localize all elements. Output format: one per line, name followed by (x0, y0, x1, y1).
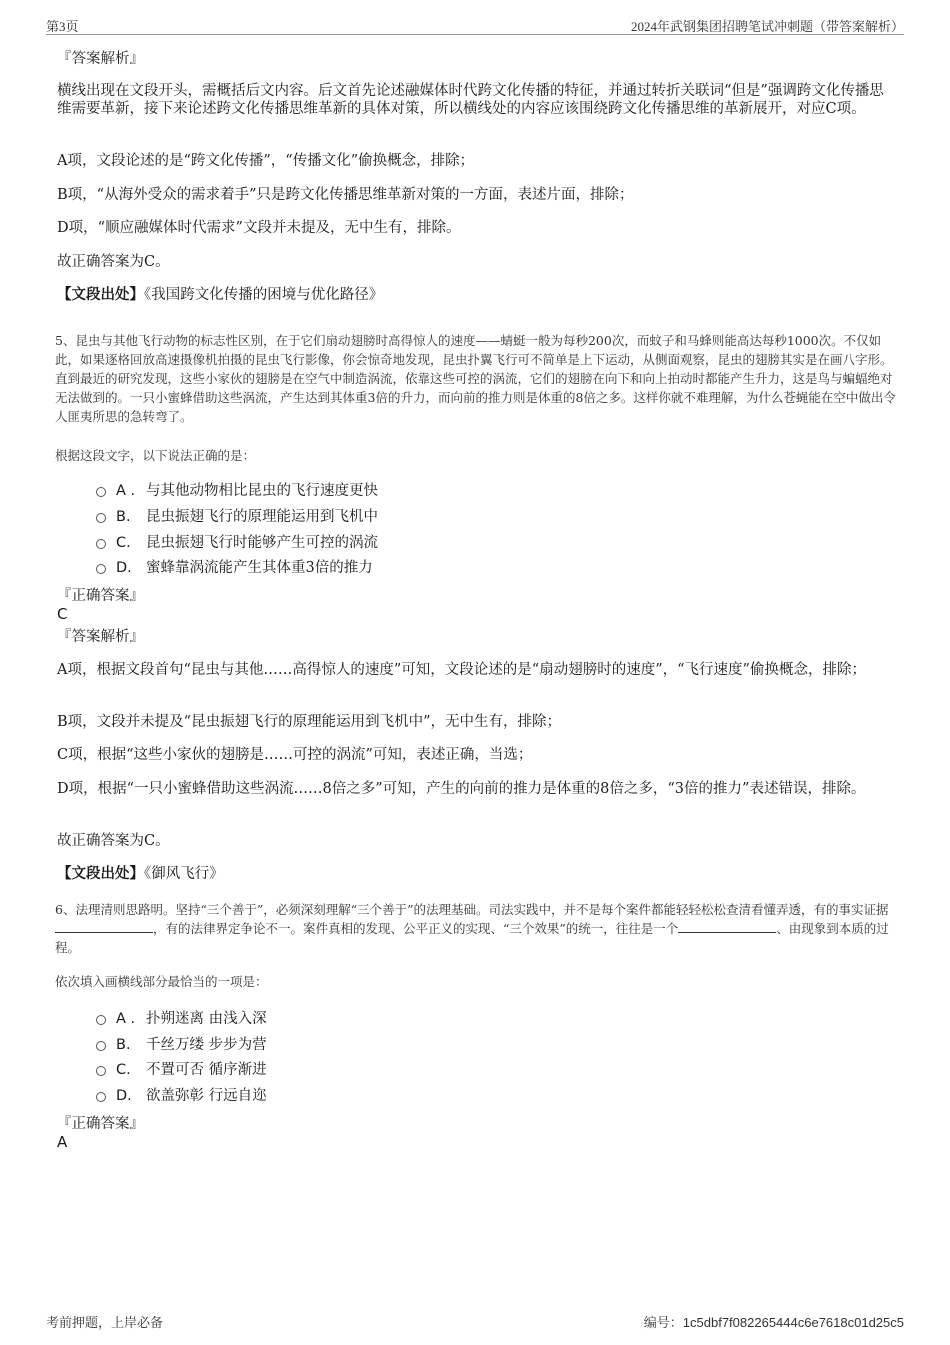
q5-source (57, 865, 892, 883)
radio-icon[interactable] (96, 1015, 106, 1025)
fill-blank-1 (55, 920, 153, 933)
q4-source (57, 286, 892, 304)
q5-prompt: 根据这段文字，以下说法正确的是： (55, 448, 256, 463)
q6-answer: A (57, 1133, 68, 1151)
footer-slogan: 考前押题，上岸必备 (46, 1315, 164, 1330)
q4-option-a-analysis: A项，文段论述的是“跨文化传播”，“传播文化”偷换概念，排除； (57, 153, 475, 169)
q6-option-a[interactable]: A . 扑朔迷离 由浅入深 (96, 1010, 267, 1028)
q5-option-b[interactable]: B. 昆虫振翅飞行的原理能运用到飞机中 (96, 508, 378, 526)
q4-conclusion: 故正确答案为C。 (57, 254, 170, 270)
q5-source-label: 【文段出处】 (57, 865, 144, 882)
q4-source-label: 【文段出处】 (57, 286, 144, 303)
q5-answer: C (57, 605, 68, 623)
q6-stem: 6、法理清则思路明。坚持“三个善于”，必须深刻理解“三个善于”的法理基础。司法实践中，并不是每个案件都能轻轻松松查清看懂弄透，有的事实证据，有的法律界定争论不一。案件真相的发现、公平正义的实现、“三个效果”的统一，往往是一个 、由现象到本质的过程。 (55, 902, 889, 955)
q5-stem: 5、昆虫与其他飞行动物的标志性区别，在于它们扇动翅膀时高得惊人的速度——蜻蜓一般为每秒200次，而蚊子和马蜂则能高达每秒1000次。不仅如此，如果逐格回放高速摄像机拍摄的昆虫飞行影像，你会惊奇地发现，昆虫扑翼飞行可不简单是上下运动，从侧面观察，昆虫的翅膀其实是在画八字形。直到最近的研究发现，这些小家伙的翅膀是在空气中制造涡流，依靠这些可控的涡流，它们的翅膀在向下和向上拍动时都能产生升力，这是鸟与蝙蝠绝对无法做到的。一只小蜜蜂借助这些涡流，产生达到其体重3倍的升力，而向前的推力则是体重的8倍之多。这样你就不难理解，为什么苍蝇能在空中做出令人匪夷所思的急转弯了。 (55, 333, 896, 424)
q6-option-d[interactable]: D. 欲盖弥彰 行远自迩 (96, 1087, 267, 1105)
q5-answer-label: 『正确答案』 (57, 588, 144, 604)
q6-option-b[interactable]: B. 千丝万缕 步步为营 (96, 1036, 267, 1054)
q4-source-title: 《我国跨文化传播的困境与优化路径》 (144, 287, 384, 303)
radio-icon[interactable] (96, 487, 106, 497)
q5-analysis-label: 『答案解析』 (57, 629, 144, 645)
q6-answer-label: 『正确答案』 (57, 1116, 144, 1132)
q6-prompt: 依次填入画横线部分最恰当的一项是： (55, 974, 268, 989)
q5-option-c-analysis: C项，根据“这些小家伙的翅膀是……可控的涡流”可知，表述正确，当选； (57, 747, 533, 763)
q4-option-d-analysis: D项，“顺应融媒体时代需求”文段并未提及，无中生有，排除。 (57, 220, 461, 236)
radio-icon[interactable] (96, 1041, 106, 1051)
q5-source-title: 《御风飞行》 (144, 866, 224, 882)
q6-option-c[interactable]: C. 不置可否 循序渐进 (96, 1061, 267, 1079)
radio-icon[interactable] (96, 564, 106, 574)
q5-option-a[interactable]: A . 与其他动物相比昆虫的飞行速度更快 (96, 482, 378, 500)
radio-icon[interactable] (96, 1092, 106, 1102)
page-header (46, 14, 904, 35)
q4-analysis-label: 『答案解析』 (57, 51, 144, 67)
q4-analysis-paragraph: 横线出现在文段开头，需概括后文内容。后文首先论述融媒体时代跨文化传播的特征，并通过转折关联词“但是”强调跨文化传播思维需要革新，接下来论述跨文化传播思维革新的具体对策，所以横线处的内容应该围绕跨文化传播思维的革新展开，对应C项。 (57, 83, 884, 117)
q5-conclusion: 故正确答案为C。 (57, 833, 170, 849)
q4-option-b-analysis: B项，“从海外受众的需求着手”只是跨文化传播思维革新对策的一方面，表述片面，排除； (57, 187, 634, 203)
radio-icon[interactable] (96, 513, 106, 523)
page-number: 第3页 (46, 19, 79, 34)
radio-icon[interactable] (96, 539, 106, 549)
q5-option-c[interactable]: C. 昆虫振翅飞行时能够产生可控的涡流 (96, 534, 378, 552)
q5-option-a-analysis: A项，根据文段首句“昆虫与其他……高得惊人的速度”可知，文段论述的是“扇动翅膀时的速度”，“飞行速度”偷换概念，排除； (57, 662, 866, 678)
fill-blank-2 (678, 920, 776, 933)
q5-option-b-analysis: B项，文段并未提及“昆虫振翅飞行的原理能运用到飞机中”，无中生有，排除； (57, 714, 561, 730)
radio-icon[interactable] (96, 1066, 106, 1076)
document-title: 2024年武钢集团招聘笔试冲刺题（带答案解析） (630, 19, 904, 34)
document-id: 编号：1c5dbf7f082265444c6e7618c01d25c5 (643, 1315, 904, 1330)
q5-option-d-analysis: D项，根据“一只小蜜蜂借助这些涡流……8倍之多”可知，产生的向前的推力是体重的8倍之多，“3倍的推力”表述错误，排除。 (57, 781, 866, 797)
q5-option-d[interactable]: D. 蜜蜂靠涡流能产生其体重3倍的推力 (96, 559, 373, 577)
